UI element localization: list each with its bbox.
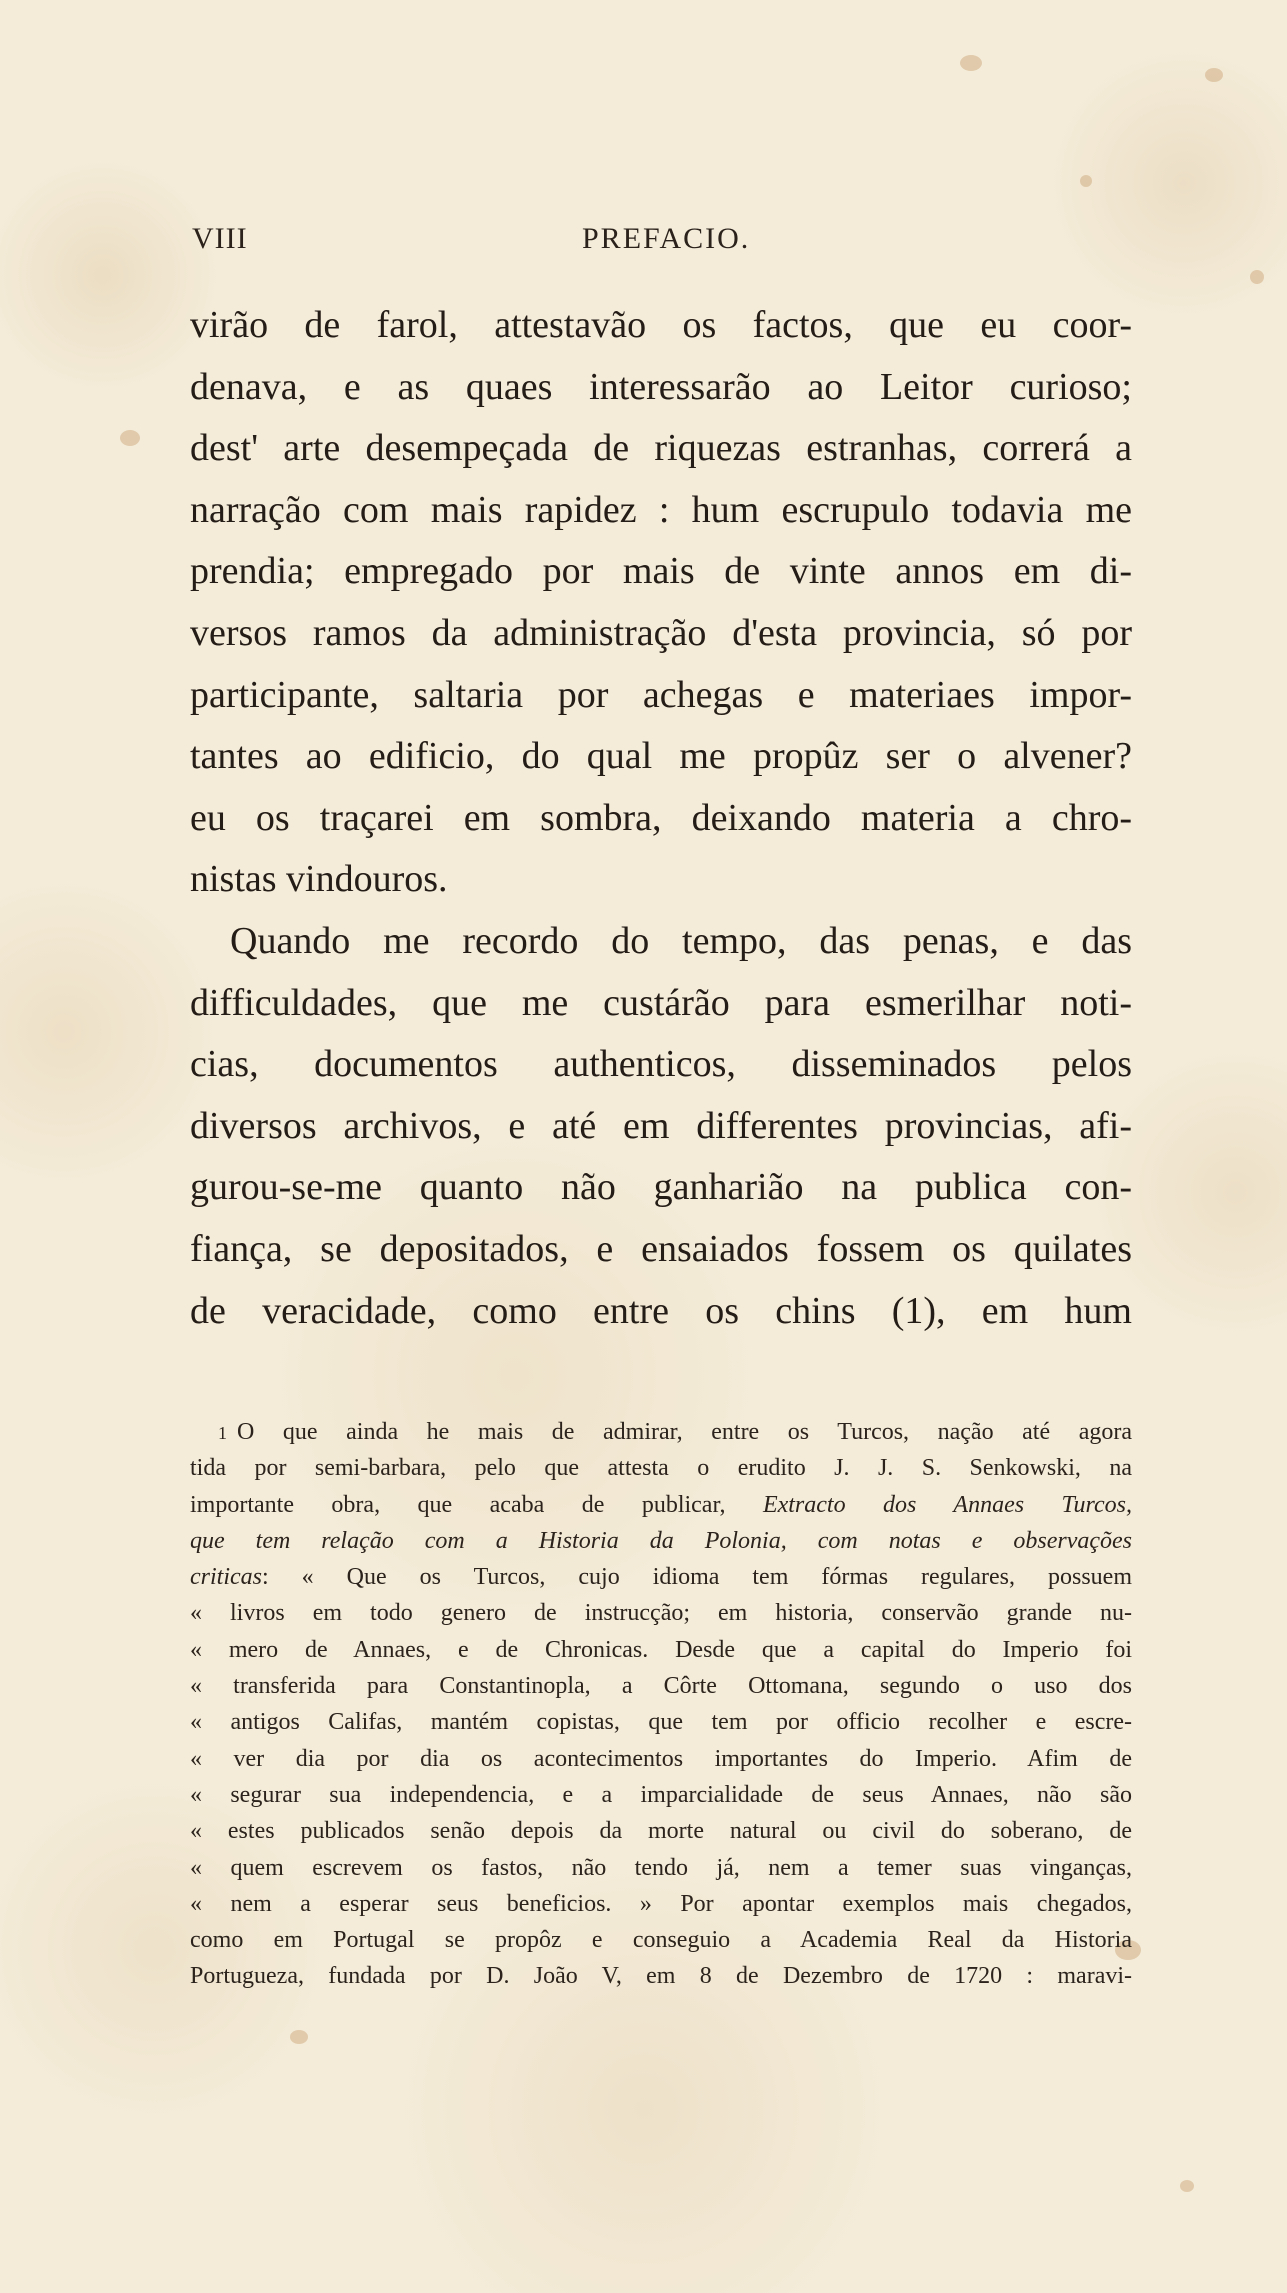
text-line: denava, e as quaes interessarão ao Leitor curioso; [190, 365, 1132, 408]
text-line: dest' arte desempeçada de riquezas estranhas, correrá a [190, 427, 1132, 470]
footnote-line: « quem escrevem os fastos, não tendo já, nem a temer suas vinganças, [190, 1854, 1132, 1881]
footnote-line [190, 1414, 1132, 1450]
footnote-line: Portugueza, fundada por D. João V, em 8 de Dezembro de 1720 : maravi- [190, 1963, 1132, 1990]
page-header [192, 222, 1132, 262]
foxing-spot [1205, 68, 1223, 82]
text-line: participante, saltaria por achegas e materiaes impor- [190, 673, 1132, 716]
work-title: Extracto dos Annaes Turcos, [762, 1491, 1132, 1518]
footnote [190, 1414, 1132, 1995]
foxing-spot [1250, 270, 1264, 284]
footnote-line: como em Portugal se propôz e conseguio a Academia Real da Historia [190, 1927, 1132, 1954]
footnote-line: que tem relação com a Historia da Polonia, com notas e observações [190, 1527, 1132, 1554]
text-line: gurou-se-me quanto não ganharião na publica con- [190, 1166, 1132, 1209]
footnote-line: tida por semi-barbara, pelo que attesta o erudito J. J. S. Senkowski, na [190, 1455, 1132, 1482]
footnote-line: « antigos Califas, mantém copistas, que tem por officio recolher e escre- [190, 1709, 1132, 1736]
footnote-text: importante obra, que acaba de publicar, [190, 1491, 763, 1518]
text-line: eu os traçarei em sombra, deixando materia a chro- [190, 796, 1132, 839]
text-line: nistas vindouros. [190, 858, 448, 901]
footnote-line: « nem a esperar seus beneficios. » Por apontar exemplos mais chegados, [190, 1890, 1132, 1917]
page-number: VIII [192, 222, 248, 255]
text-line: cias, documentos authenticos, disseminados pelos [190, 1043, 1132, 1086]
footnote-line [190, 1559, 1132, 1595]
text-line: virão de farol, attestavão os factos, que eu coor- [190, 304, 1132, 346]
text-line: fiança, se depositados, e ensaiados fossem os quilates [190, 1227, 1132, 1270]
footnote-text: O que ainda he mais de admirar, entre os Turcos, nação até agora [237, 1419, 1132, 1445]
work-title: criticas [190, 1564, 262, 1591]
footnote-text: : « Que os Turcos, cujo idioma tem fórmas regulares, possuem [262, 1564, 1132, 1591]
footnote-marker: 1 [218, 1423, 227, 1443]
foxing-spot [1080, 175, 1092, 187]
footnote-line: « transferida para Constantinopla, a Côrte Ottomana, segundo o uso dos [190, 1673, 1132, 1700]
text-line: Quando me recordo do tempo, das penas, e das [230, 919, 1132, 962]
text-line: versos ramos da administração d'esta provincia, só por [190, 611, 1132, 654]
footnote-line: « ver dia por dia os acontecimentos importantes do Imperio. Afim de [190, 1745, 1132, 1772]
running-title: PREFACIO. [582, 222, 751, 255]
footnote-line [190, 1487, 1132, 1523]
text-line: prendia; empregado por mais de vinte annos em di- [190, 550, 1132, 593]
text-line: de veracidade, como entre os chins (1), em hum [190, 1289, 1132, 1332]
footnote-line: « livros em todo genero de instrucção; em historia, conservão grande nu- [190, 1600, 1132, 1627]
text-line: difficuldades, que me custárão para esmerilhar noti- [190, 981, 1132, 1024]
main-text [190, 295, 1132, 1342]
foxing-spot [960, 55, 982, 71]
footnote-line: « mero de Annaes, e de Chronicas. Desde que a capital do Imperio foi [190, 1636, 1132, 1663]
foxing-spot [290, 2030, 308, 2044]
footnote-line: « estes publicados senão depois da morte natural ou civil do soberano, de [190, 1818, 1132, 1845]
text-line: narração com mais rapidez : hum escrupulo todavia me [190, 488, 1132, 531]
text-line: diversos archivos, e até em differentes provincias, afi- [190, 1104, 1132, 1147]
foxing-spot [120, 430, 140, 446]
text-line: tantes ao edificio, do qual me propûz ser o alvener? [190, 735, 1132, 778]
foxing-spot [1180, 2180, 1194, 2192]
footnote-line: « segurar sua independencia, e a imparcialidade de seus Annaes, não são [190, 1781, 1132, 1808]
